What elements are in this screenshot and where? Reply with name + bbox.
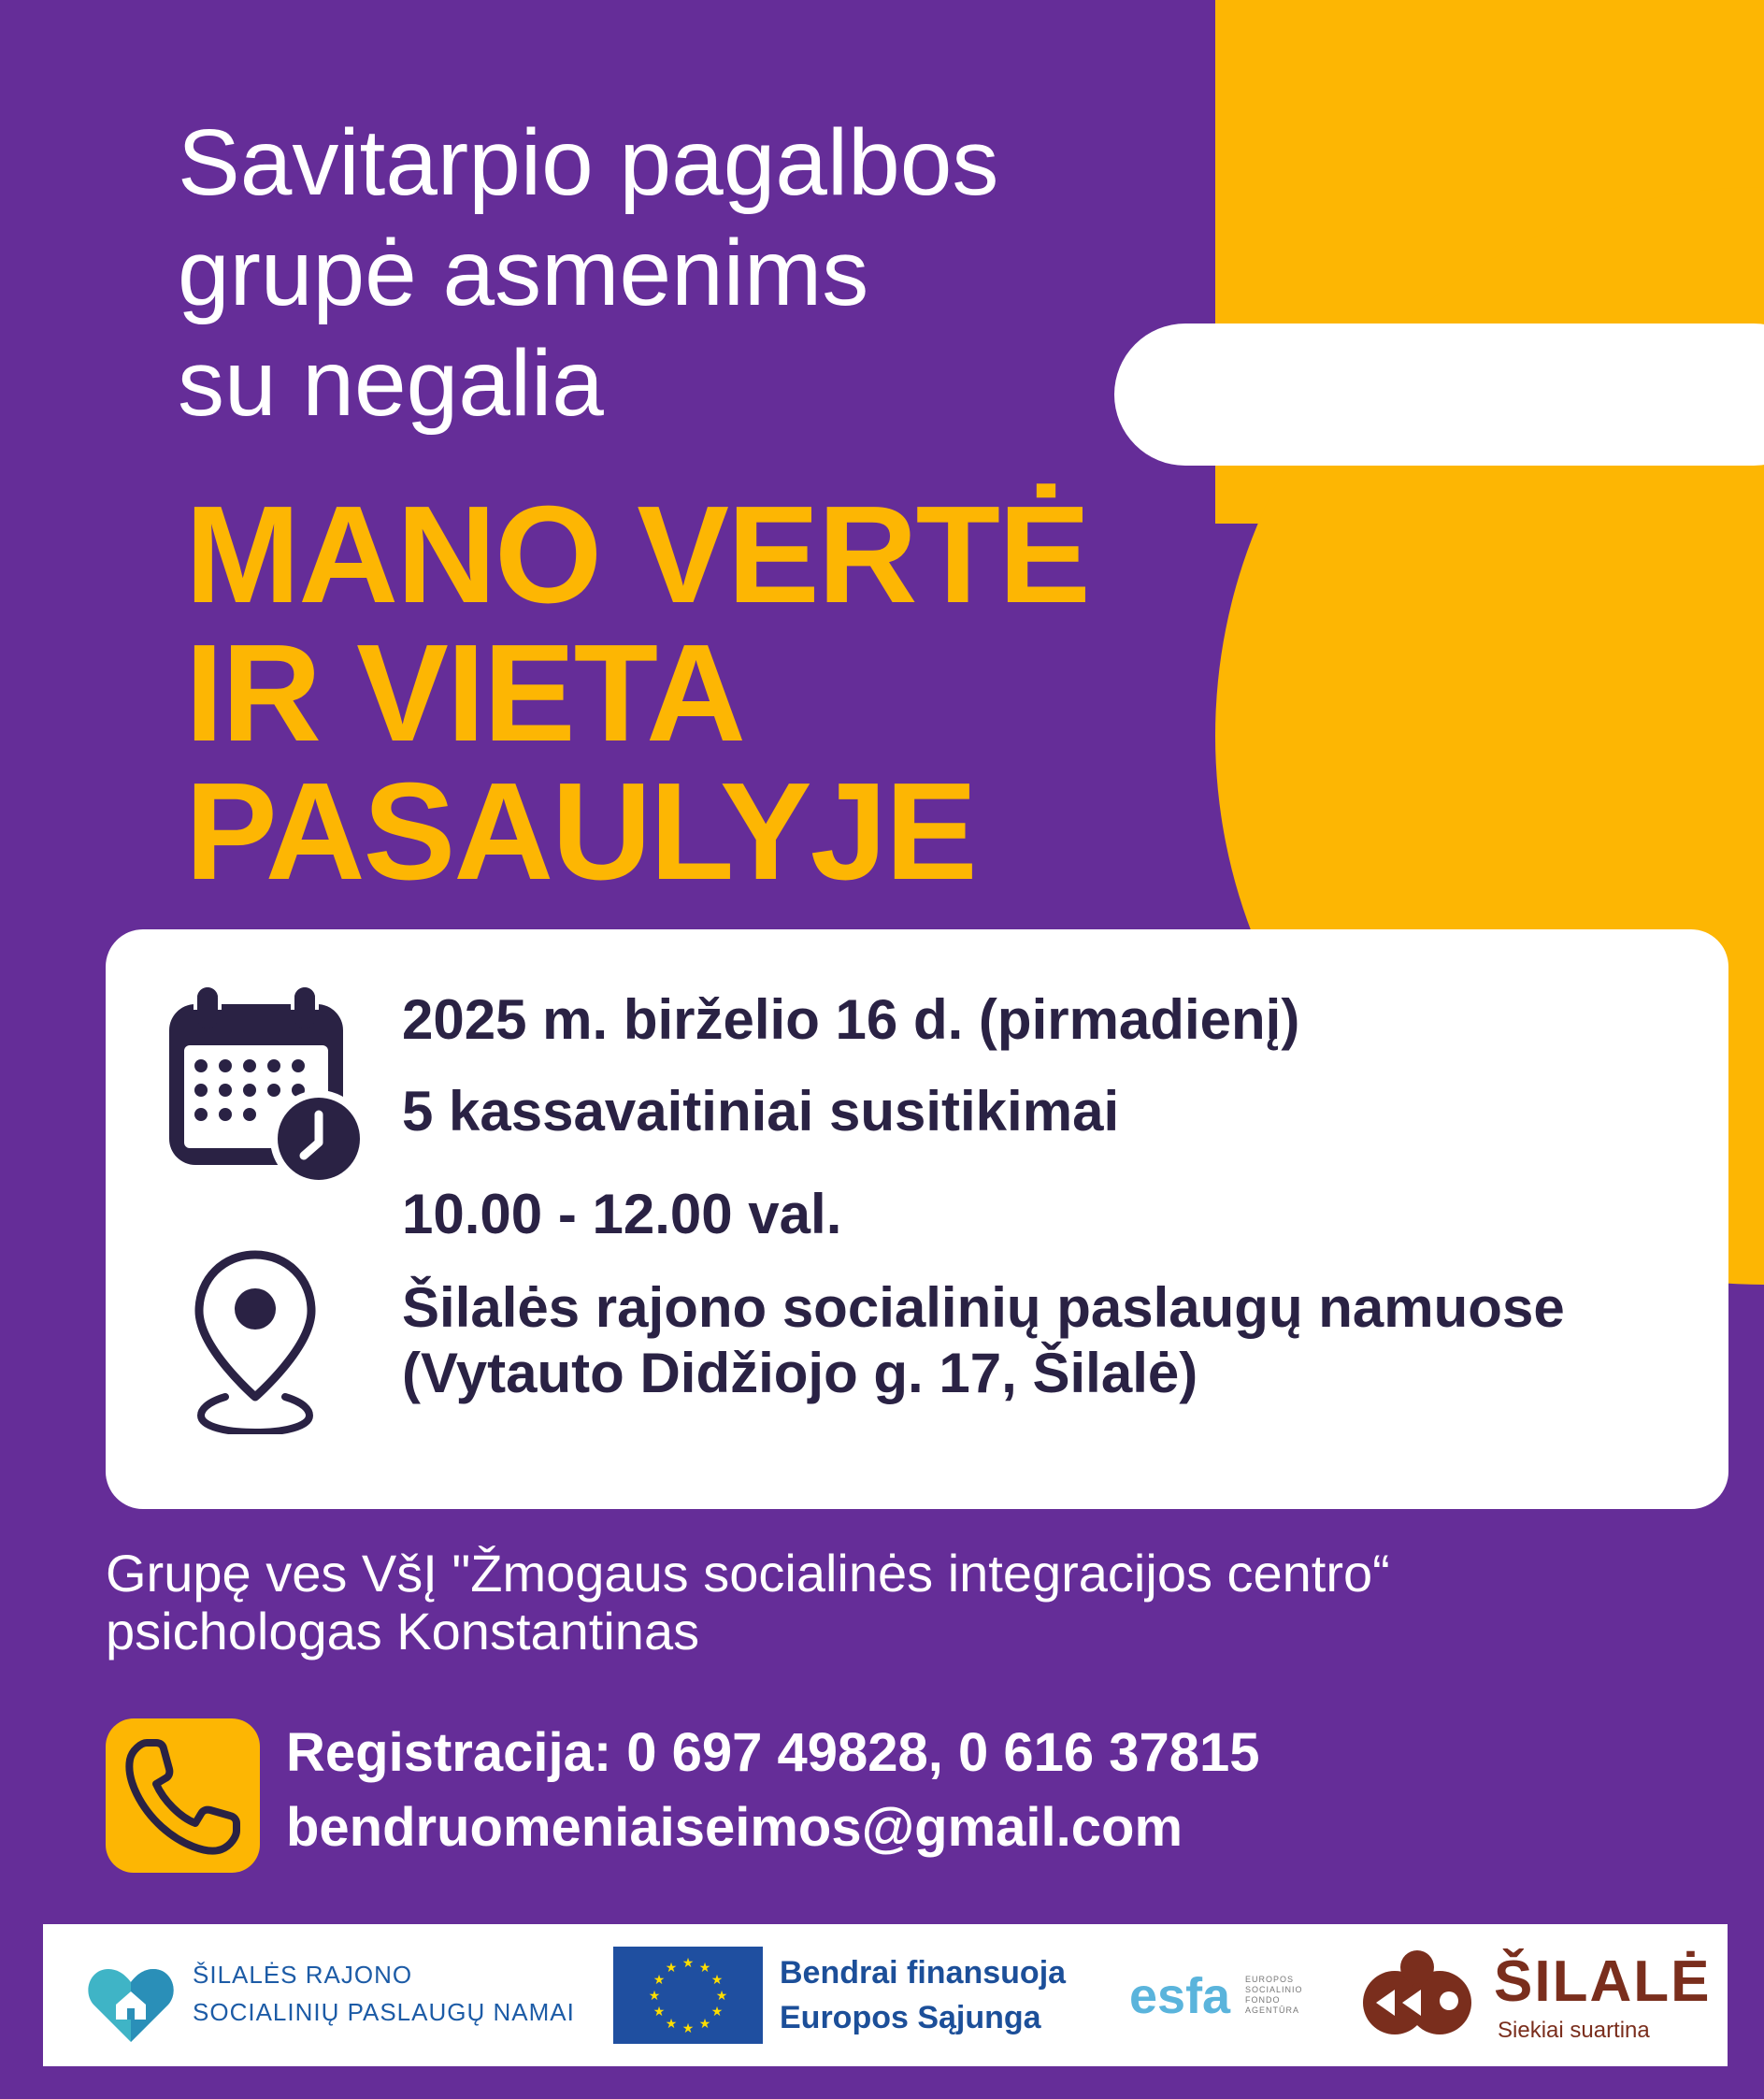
event-time: 10.00 - 12.00 val. bbox=[402, 1183, 842, 1245]
eu-text-line: Bendrai finansuoja bbox=[780, 1955, 1067, 1991]
org-name-line: ŠILALĖS RAJONO bbox=[193, 1961, 413, 1989]
decor-white-pill bbox=[1114, 323, 1764, 466]
silale-slogan: Siekiai suartina bbox=[1498, 2018, 1650, 2043]
subtitle bbox=[178, 108, 998, 438]
title-line: PASAULYJE bbox=[185, 755, 976, 909]
org-name-line: SOCIALINIŲ PASLAUGŲ NAMAI bbox=[193, 1998, 575, 2026]
svg-text:★: ★ bbox=[665, 2017, 678, 2032]
phone-icon bbox=[106, 1718, 260, 1873]
event-place: Šilalės rajono socialinių paslaugų namuose bbox=[402, 1276, 1565, 1339]
svg-text:★: ★ bbox=[710, 1973, 724, 1988]
phone-icon-box bbox=[106, 1718, 260, 1873]
event-date: 2025 m. birželio 16 d. (pirmadienį) bbox=[402, 988, 1300, 1051]
page-title bbox=[185, 478, 1089, 909]
silale-crest-icon bbox=[1348, 1945, 1488, 2048]
svg-text:★: ★ bbox=[648, 1989, 661, 2004]
subtitle-line: grupė asmenims bbox=[178, 221, 869, 325]
facilitator-credit bbox=[106, 1545, 1390, 1661]
svg-text:★: ★ bbox=[653, 2005, 666, 2020]
event-info-card bbox=[106, 929, 1728, 1509]
silale-title: ŠILALĖ bbox=[1494, 1949, 1712, 2014]
event-address: (Vytauto Didžiojo g. 17, Šilalė) bbox=[402, 1342, 1198, 1404]
svg-text:★: ★ bbox=[698, 2017, 711, 2032]
credit-line: psichologas Konstantinas bbox=[106, 1602, 700, 1661]
title-line: IR VIETA bbox=[185, 616, 744, 770]
registration-info bbox=[286, 1716, 1260, 1865]
eu-cofunding bbox=[780, 1950, 1066, 2040]
location-pin-icon bbox=[190, 1247, 321, 1434]
org-name bbox=[193, 1956, 575, 2031]
svg-text:★: ★ bbox=[715, 1989, 728, 2004]
credit-line: Grupę ves VšĮ "Žmogaus socialinės integracijos centro“ bbox=[106, 1544, 1390, 1603]
registration-email: bendruomeniaiseimos@gmail.com bbox=[286, 1797, 1183, 1858]
heart-house-icon bbox=[86, 1962, 176, 2046]
calendar-clock-icon bbox=[164, 984, 379, 1189]
esfa-logo: esfa bbox=[1129, 1968, 1231, 2024]
eu-text-line: Europos Sąjunga bbox=[780, 2000, 1041, 2035]
svg-text:★: ★ bbox=[698, 1961, 711, 1976]
title-line: MANO VERTĖ bbox=[185, 478, 1089, 632]
registration-phones: Registracija: 0 697 49828, 0 616 37815 bbox=[286, 1722, 1260, 1783]
subtitle-line: Savitarpio pagalbos bbox=[178, 110, 999, 215]
footer-logos bbox=[43, 1924, 1728, 2066]
svg-text:★: ★ bbox=[653, 1973, 666, 1988]
subtitle-line: su negalia bbox=[178, 331, 604, 436]
svg-text:★: ★ bbox=[710, 2005, 724, 2020]
svg-text:★: ★ bbox=[681, 2021, 695, 2036]
svg-text:★: ★ bbox=[665, 1961, 678, 1976]
event-meetings: 5 kassavaitiniai susitikimai bbox=[402, 1080, 1120, 1143]
svg-text:★: ★ bbox=[681, 1956, 695, 1971]
eu-flag-icon bbox=[613, 1947, 763, 2044]
esfa-subtitle: EUROPOS SOCIALINIO FONDO AGENTŪRA bbox=[1245, 1975, 1303, 2015]
